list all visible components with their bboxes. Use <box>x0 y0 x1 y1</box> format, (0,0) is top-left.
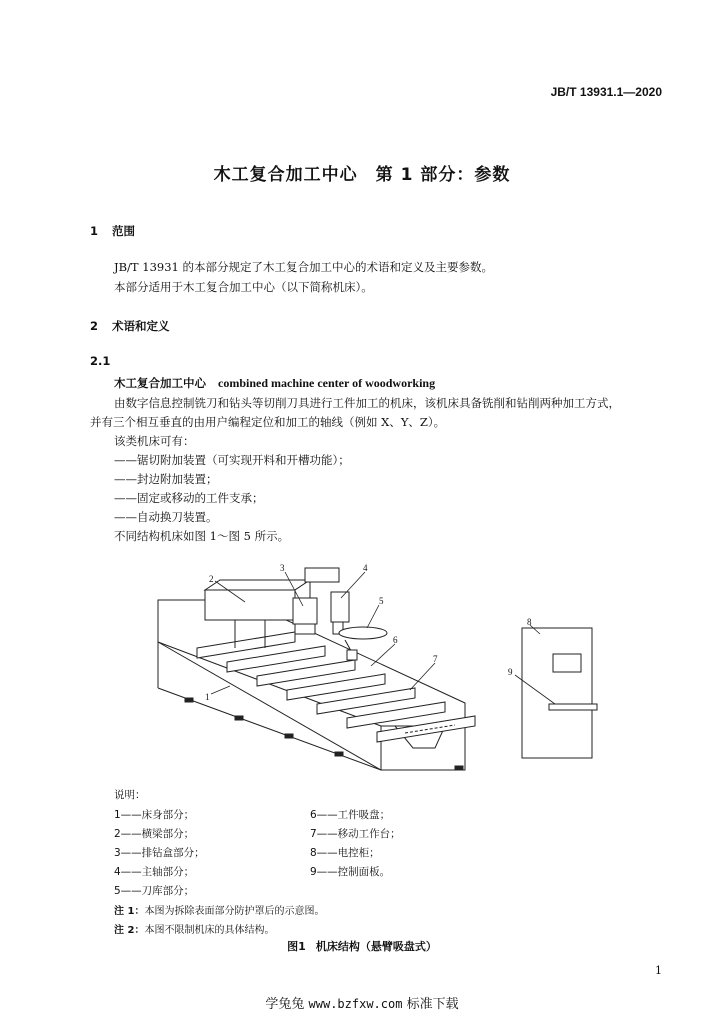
legend-item: 5——刀库部分； <box>114 885 195 897</box>
option-item: ——封边附加装置； <box>114 472 218 486</box>
callout-4: 4 <box>363 563 368 573</box>
options-intro: 该类机床可有： <box>114 434 195 448</box>
term-chinese: 木工复合加工中心 <box>114 376 206 390</box>
document-title: 木工复合加工中心 第 1 部分：参数 <box>213 165 511 185</box>
standard-code: JB/T 13931.1—2020 <box>550 85 662 99</box>
callout-8: 8 <box>527 617 532 627</box>
caption-text: 机床结构（悬臂吸盘式） <box>315 940 437 953</box>
term-heading <box>114 375 435 391</box>
figure-note-1 <box>114 902 324 917</box>
definition-line: 由数字信息控制铣刀和钻头等切削刀具进行工件加工的机床，该机床具备铣削和钻削两种加工方式， <box>114 396 620 410</box>
legend-title: 说明： <box>114 789 146 801</box>
figure-reference: 不同结构机床如图 1～图 5 所示。 <box>114 529 290 543</box>
term-english: combined machine center of woodworking <box>218 376 436 390</box>
note-text: 本图为拆除表面部分防护罩后的示意图。 <box>144 906 325 917</box>
legend-left-column <box>114 806 205 901</box>
option-item: ——自动换刀装置。 <box>114 510 218 524</box>
control-cabinet-drawing <box>522 628 597 758</box>
caption-label: 图1 <box>287 940 306 953</box>
callout-5: 5 <box>379 596 384 606</box>
footer-site-tagline: 标准下载 <box>406 997 459 1012</box>
section-1-paragraph: JB/T 13931 的本部分规定了木工复合加工中心的术语和定义及主要参数。 <box>114 260 493 274</box>
section-1-number: 1 <box>90 224 99 238</box>
callout-3: 3 <box>280 563 285 573</box>
note-text: 本图不限制机床的具体结构。 <box>144 925 275 936</box>
machine-structure-figure <box>145 558 615 780</box>
legend-item: 2——横梁部分； <box>114 828 195 840</box>
figure-caption <box>0 938 724 954</box>
callout-6: 6 <box>393 635 398 645</box>
section-2-number: 2 <box>90 319 99 333</box>
spindle-drawing <box>293 568 349 634</box>
legend-item: 9——控制面板。 <box>310 866 391 878</box>
page-number: 1 <box>655 964 662 977</box>
legend-item: 4——主轴部分； <box>114 866 195 878</box>
option-item: ——锯切附加装置（可实现开料和开槽功能）； <box>114 453 350 467</box>
option-item: ——固定或移动的工件支承； <box>114 491 264 505</box>
legend-item: 3——排钻盒部分； <box>114 847 205 859</box>
callout-7: 7 <box>433 654 438 664</box>
section-2-heading <box>90 318 170 334</box>
footer-url[interactable]: www.bzfxw.com <box>308 997 403 1011</box>
section-2-title: 术语和定义 <box>112 319 170 333</box>
footer-site-name: 学兔兔 <box>265 997 305 1012</box>
callout-2: 2 <box>209 574 214 584</box>
callout-9: 9 <box>508 667 513 677</box>
site-footer <box>0 993 724 1012</box>
figure-note-2 <box>114 921 274 936</box>
legend-item: 6——工件吸盘； <box>310 809 391 821</box>
legend-item: 1——床身部分； <box>114 809 195 821</box>
legend-right-column <box>310 806 401 882</box>
legend-item: 8——电控柜； <box>310 847 380 859</box>
clause-number: 2.1 <box>90 354 111 368</box>
section-1-title: 范围 <box>112 224 135 238</box>
note-label: 注 1： <box>114 906 145 917</box>
legend-item: 7——移动工作台； <box>310 828 401 840</box>
callout-1: 1 <box>205 692 210 702</box>
section-1-paragraph: 本部分适用于木工复合加工中心（以下简称机床）。 <box>114 280 373 294</box>
definition-line: 并有三个相互垂直的由用户编程定位和加工的轴线（例如 X、Y、Z）。 <box>90 415 446 429</box>
note-label: 注 2： <box>114 925 145 936</box>
section-1-heading <box>90 223 135 239</box>
